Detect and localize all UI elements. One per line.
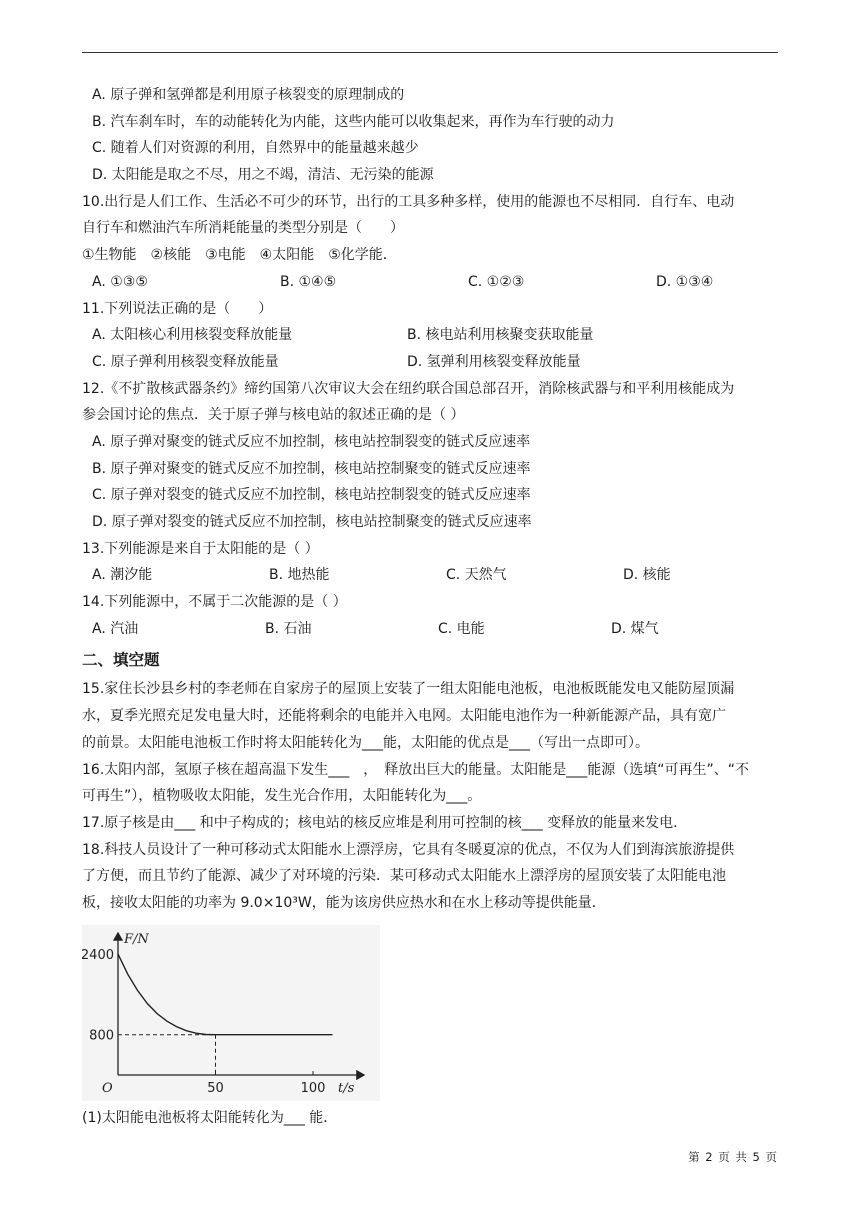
question-13 [82,536,778,589]
q14-stem: 14.下列能源中，不属于二次能源的是（ ） [82,594,347,611]
q12-option-c: C. 原子弹对裂变的链式反应不加控制，核电站控制裂变的链式反应速率 [92,487,531,504]
q10-stem-line1: 10.出行是人们工作、生活必不可少的环节，出行的工具多种多样，使用的能源也不尽相同．自行车、电动 [82,193,735,210]
x-tick-label: 50 [207,1080,224,1096]
q10-items: ①生物能 ②核能 ③电能 ④太阳能 ⑤化学能． [82,247,397,264]
q10-option-a: A. ①③⑤ [92,273,148,290]
q11-option-d: D. 氢弹利用核裂变释放能量 [407,353,581,370]
q11-option-a: A. 太阳核心利用核裂变释放能量 [92,327,293,344]
question-16 [82,757,778,810]
q9-options [82,82,778,189]
q13-options [82,562,778,589]
q11-options-row1 [82,322,778,349]
question-14 [82,589,778,642]
q9-option-c: C. 随着人们对资源的利用，自然界中的能量越来越少 [92,140,419,157]
q16-line2: 可再生”），植物吸收太阳能，发生光合作用，太阳能转化为___。 [82,788,482,805]
q13-option-a: A. 潮汐能 [92,567,153,584]
q11-stem: 11.下列说法正确的是（ ） [82,300,273,317]
q11-option-c: C. 原子弹利用核裂变释放能量 [92,353,279,370]
question-18 [82,837,778,917]
page-footer: 第 2 页 共 5 页 [688,1150,778,1164]
section-title-fill-in: 二、填空题 [82,651,160,670]
q14-option-c: C. 电能 [438,620,485,637]
x-axis-label: t/s [338,1080,355,1096]
page-content [82,82,778,1131]
q12-stem-line1: 12.《不扩散核武器条约》缔约国第八次审议大会在纽约联合国总部召开，消除核武器与和平利用核能成为 [82,380,735,397]
question-10 [82,189,778,296]
q13-option-c: C. 天然气 [446,567,507,584]
q18-line1: 18.科技人员设计了一种可移动式太阳能水上漂浮房，它具有冬暖夏凉的优点，不仅为人们到海滨旅游提供 [82,841,735,858]
y-axis-label: F/N [124,931,149,947]
force-time-graph [82,925,380,1101]
q15-line3: 的前景。太阳能电池板工作时将太阳能转化为___能，太阳能的优点是___（写出一点即可）。 [82,734,649,751]
q10-option-b: B. ①④⑤ [280,273,337,290]
question-17 [82,810,778,837]
q9-option-a: A. 原子弹和氢弹都是利用原子核裂变的原理制成的 [92,87,405,103]
q13-option-b: B. 地热能 [269,567,330,584]
q15-line2: 水，夏季光照充足发电量大时，还能将剩余的电能并入电网。太阳能电池作为一种新能源产品，具有宽广 [82,708,726,725]
x-tick-label: 100 [300,1080,326,1096]
q10-stem-line2: 自行车和燃油汽车所消耗能量的类型分别是（ ） [82,220,404,237]
q14-option-d: D. 煤气 [611,620,659,637]
q12-option-b: B. 原子弹对聚变的链式反应不加控制，核电站控制聚变的链式反应速率 [92,460,531,477]
header-rule [82,52,778,53]
q15-line1: 15.家住长沙县乡村的李老师在自家房子的屋顶上安装了一组太阳能电池板，电池板既能发电又能防屋顶漏 [82,681,735,698]
q14-option-a: A. 汽油 [92,620,139,637]
question-15 [82,676,778,756]
q17-line: 17.原子核是由___ 和中子构成的；核电站的核反应堆是利用可控制的核___ 变释放的能量来发电． [82,814,688,831]
question-12 [82,376,778,536]
q12-option-d: D. 原子弹对裂变的链式反应不加控制，核电站控制聚变的链式反应速率 [92,514,532,530]
q14-options [82,616,778,643]
chart-svg [82,925,380,1101]
q13-stem: 13.下列能源是来自于太阳能的是（ ） [82,540,319,557]
question-11 [82,296,778,376]
q18-line2: 了方便，而且节约了能源、减少了对环境的污染．某可移动式太阳能水上漂浮房的屋顶安装了太阳能电池 [82,868,726,885]
q10-options [82,269,778,296]
q11-option-b: B. 核电站利用核聚变获取能量 [407,327,594,344]
q13-option-d: D. 核能 [623,567,671,584]
q11-options-row2 [82,349,778,376]
q18-line3: 板，接收太阳能的功率为 9.0×10³W，能为该房供应热水和在水上移动等提供能量． [82,894,606,911]
q14-option-b: B. 石油 [265,620,312,637]
q18-sub1: (1)太阳能电池板将太阳能转化为___ 能． [82,1109,338,1126]
q16-line1: 16.太阳内部，氢原子核在超高温下发生___ ， 释放出巨大的能量。太阳能是___能源（选填“可再生”、“不 [82,761,750,778]
origin-label: O [102,1080,113,1096]
q9-option-d: D. 太阳能是取之不尽，用之不竭，清洁、无污染的能源 [92,167,434,184]
q10-option-c: C. ①②③ [468,273,525,290]
force-curve [118,954,333,1035]
q10-option-d: D. ①③④ [656,273,714,290]
q12-option-a: A. 原子弹对聚变的链式反应不加控制，核电站控制裂变的链式反应速率 [92,433,531,450]
q9-option-b: B. 汽车刹车时，车的动能转化为内能，这些内能可以收集起来，再作为车行驶的动力 [92,113,615,130]
y-tick-label: 2400 [82,947,114,963]
y-tick-label: 800 [89,1028,114,1044]
q12-stem-line2: 参会国讨论的焦点．关于原子弹与核电站的叙述正确的是（ ） [82,407,465,424]
